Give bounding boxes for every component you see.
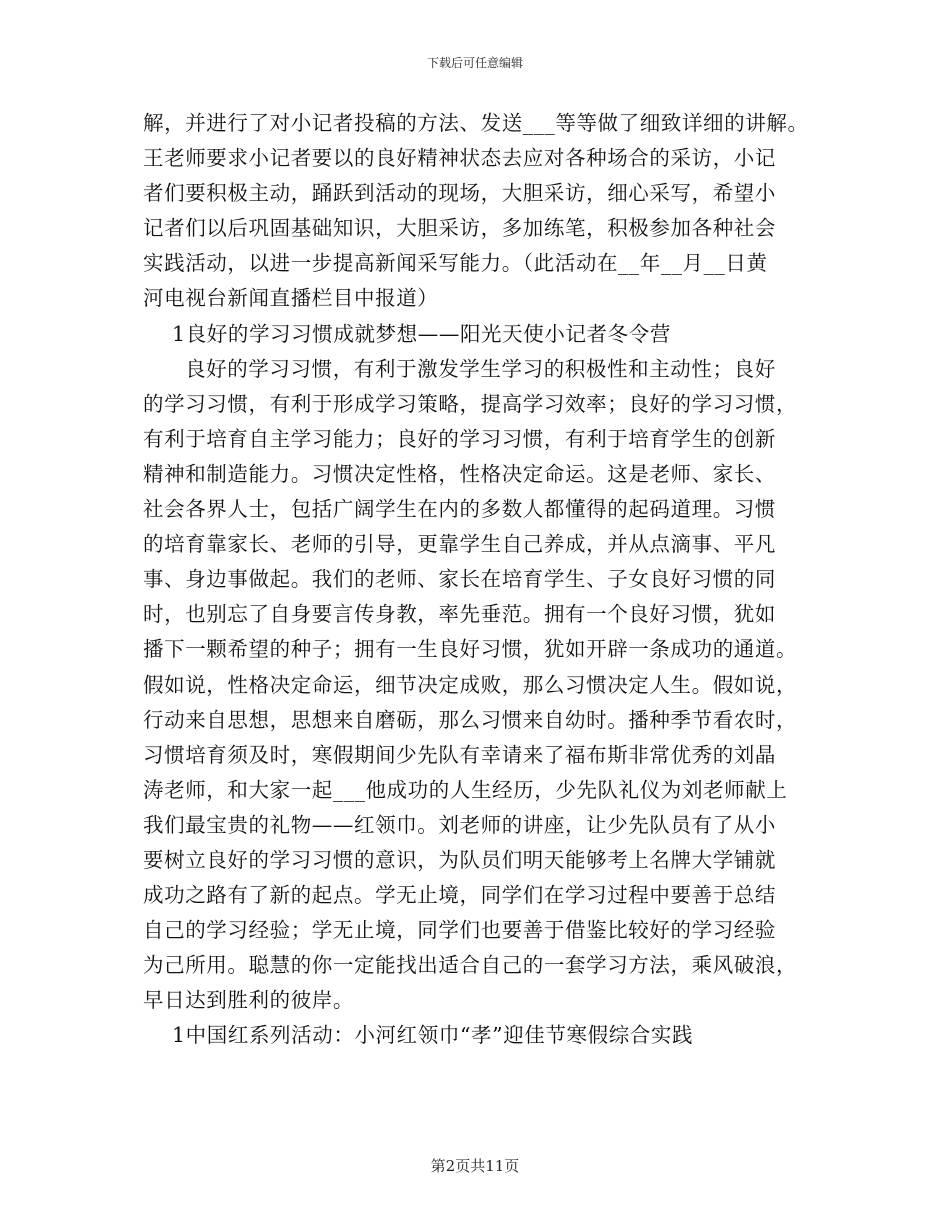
text-line: 河电视台新闻直播栏目中报道）: [143, 286, 439, 311]
text-line: 解，并进行了对小记者投稿的方法、发送___等等做了细致详细的讲解。: [143, 111, 809, 135]
text-line: 我们最宝贵的礼物——红领巾。刘老师的讲座，让少先队员有了从小: [143, 812, 776, 837]
text-line: 行动来自思想，思想来自磨砺，那么习惯来自幼时。播种季节看农时，: [143, 707, 798, 732]
text-line: 涛老师，和大家一起___他成功的人生经历，少先队礼仪为刘老师献上: [143, 777, 788, 802]
text-line: 社会各界人士，包括广阔学生在内的多数人都懂得的起码道理。习惯: [143, 497, 776, 522]
paragraph-2: [143, 352, 823, 1019]
text-line: 者们要积极主动，踊跃到活动的现场，大胆采访，细心采写，希望小: [143, 181, 776, 206]
text-line: 事、身边事做起。我们的老师、家长在培育学生、子女良好习惯的同: [143, 567, 776, 592]
text-line: 假如说，性格决定命运，细节决定成败，那么习惯决定人生。假如说，: [143, 672, 798, 697]
text-line: 精神和制造能力。习惯决定性格，性格决定命运。这是老师、家长、: [143, 461, 776, 486]
document-body: [143, 106, 823, 1054]
section-heading-1: 1良好的学习习惯成就梦想——阳光天使小记者冬令营: [172, 321, 671, 346]
text-line: 成功之路有了新的起点。学无止境，同学们在学习过程中要善于总结: [143, 883, 776, 908]
text-line: 早日达到胜利的彼岸。: [143, 988, 354, 1013]
text-line: 播下一颗希望的种子；拥有一生良好习惯，犹如开辟一条成功的通道。: [143, 637, 798, 662]
paragraph-1: [143, 106, 823, 317]
text-line: 时，也别忘了自身要言传身教，率先垂范。拥有一个良好习惯，犹如: [143, 602, 776, 627]
text-line: 的培育靠家长、老师的引导，更靠学生自己养成，并从点滴事、平凡: [143, 532, 776, 557]
text-line: 为己所用。聪慧的你一定能找出适合自己的一套学习方法，乘风破浪，: [143, 953, 798, 978]
text-line: 有利于培育自主学习能力；良好的学习习惯，有利于培育学生的创新: [143, 426, 776, 451]
text-line: 王老师要求小记者要以的良好精神状态去应对各种场合的采访，小记: [143, 146, 776, 171]
page-header: 下载后可任意编辑: [426, 56, 523, 70]
section-heading-2: 1中国红系列活动：小河红领巾“孝”迎佳节寒假综合实践: [172, 1023, 694, 1048]
text-line: 记者们以后巩固基础知识，大胆采访，多加练笔，积极参加各种社会: [143, 216, 776, 241]
text-line: 要树立良好的学习习惯的意识，为队员们明天能够考上名牌大学铺就: [143, 847, 776, 872]
text-line: 实践活动，以进一步提高新闻采写能力。（此活动在__年__月__日黄: [143, 251, 768, 276]
text-line: 的学习习惯，有利于形成学习策略，提高学习效率；良好的学习习惯，: [143, 391, 798, 416]
text-line: 习惯培育须及时，寒假期间少先队有幸请来了福布斯非常优秀的刘晶: [143, 742, 776, 767]
text-line: 良好的学习习惯，有利于激发学生学习的积极性和主动性；良好: [185, 356, 776, 381]
text-line: 自己的学习经验；学无止境，同学们也要善于借鉴比较好的学习经验: [143, 918, 776, 943]
page-footer: 第2页共11页: [430, 1157, 520, 1175]
